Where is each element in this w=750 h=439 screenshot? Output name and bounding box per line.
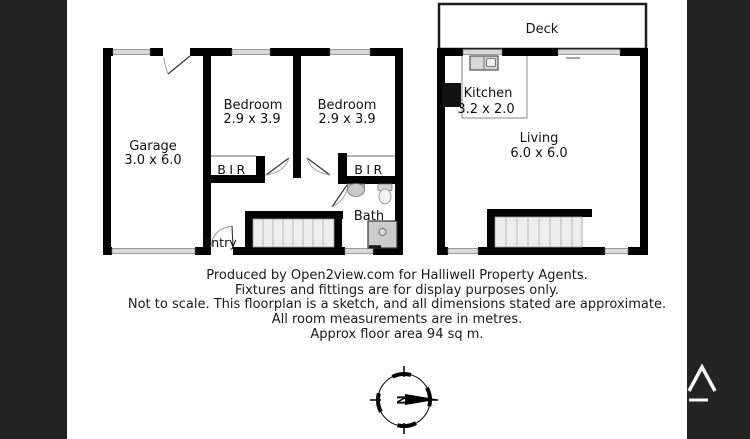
garage-dims: 3.0 x 6.0 — [124, 153, 182, 168]
left-stairs — [253, 219, 334, 247]
entry-label: Entry — [203, 235, 237, 250]
toilet-icon — [378, 184, 392, 204]
bedroom1-label: Bedroom — [223, 98, 283, 113]
bath-label: Bath — [353, 209, 385, 224]
compass-north-letter: N — [394, 395, 407, 405]
right-stairs — [495, 217, 582, 247]
kitchen-label: Kitchen — [463, 86, 513, 101]
disclaimer-text — [128, 269, 666, 343]
footer-line-floor-area: Approx floor area 94 sq m. — [310, 326, 484, 342]
bedroom2-label: Bedroom — [317, 98, 377, 113]
footer-line-not-to-scale: Not to scale. This floorplan is a sketch, and all dimensions stated are approximate. — [127, 297, 667, 313]
bir-left-label: BIR — [217, 162, 249, 177]
shower-icon — [368, 221, 397, 248]
collapse-caret-control[interactable] — [682, 358, 727, 408]
kitchen-dims: 3.2 x 2.0 — [457, 102, 515, 117]
deck-label: Deck — [525, 22, 559, 37]
footer-line-produced-by: Produced by Open2view.com for Halliwell Property Agents. — [206, 268, 588, 283]
bir-right-label: BIR — [354, 162, 386, 177]
vanity-sink-icon — [348, 184, 365, 197]
garage-label: Garage — [129, 139, 177, 154]
chevron-up-icon[interactable] — [689, 367, 715, 391]
right-building — [437, 4, 648, 255]
living-dims: 6.0 x 6.0 — [510, 146, 568, 161]
footer-line-measurements: All room measurements are in metres. — [271, 312, 523, 328]
compass-needle — [405, 394, 438, 405]
bedroom1-dims: 2.9 x 3.9 — [223, 112, 281, 127]
living-label: Living — [519, 131, 559, 146]
kitchen-sink-counter-icon — [470, 56, 498, 70]
left-building — [103, 48, 403, 255]
footer-line-fixtures: Fixtures and fittings are for display purposes only. — [234, 282, 560, 298]
compass-icon — [369, 365, 439, 435]
bedroom2-dims: 2.9 x 3.9 — [318, 112, 376, 127]
